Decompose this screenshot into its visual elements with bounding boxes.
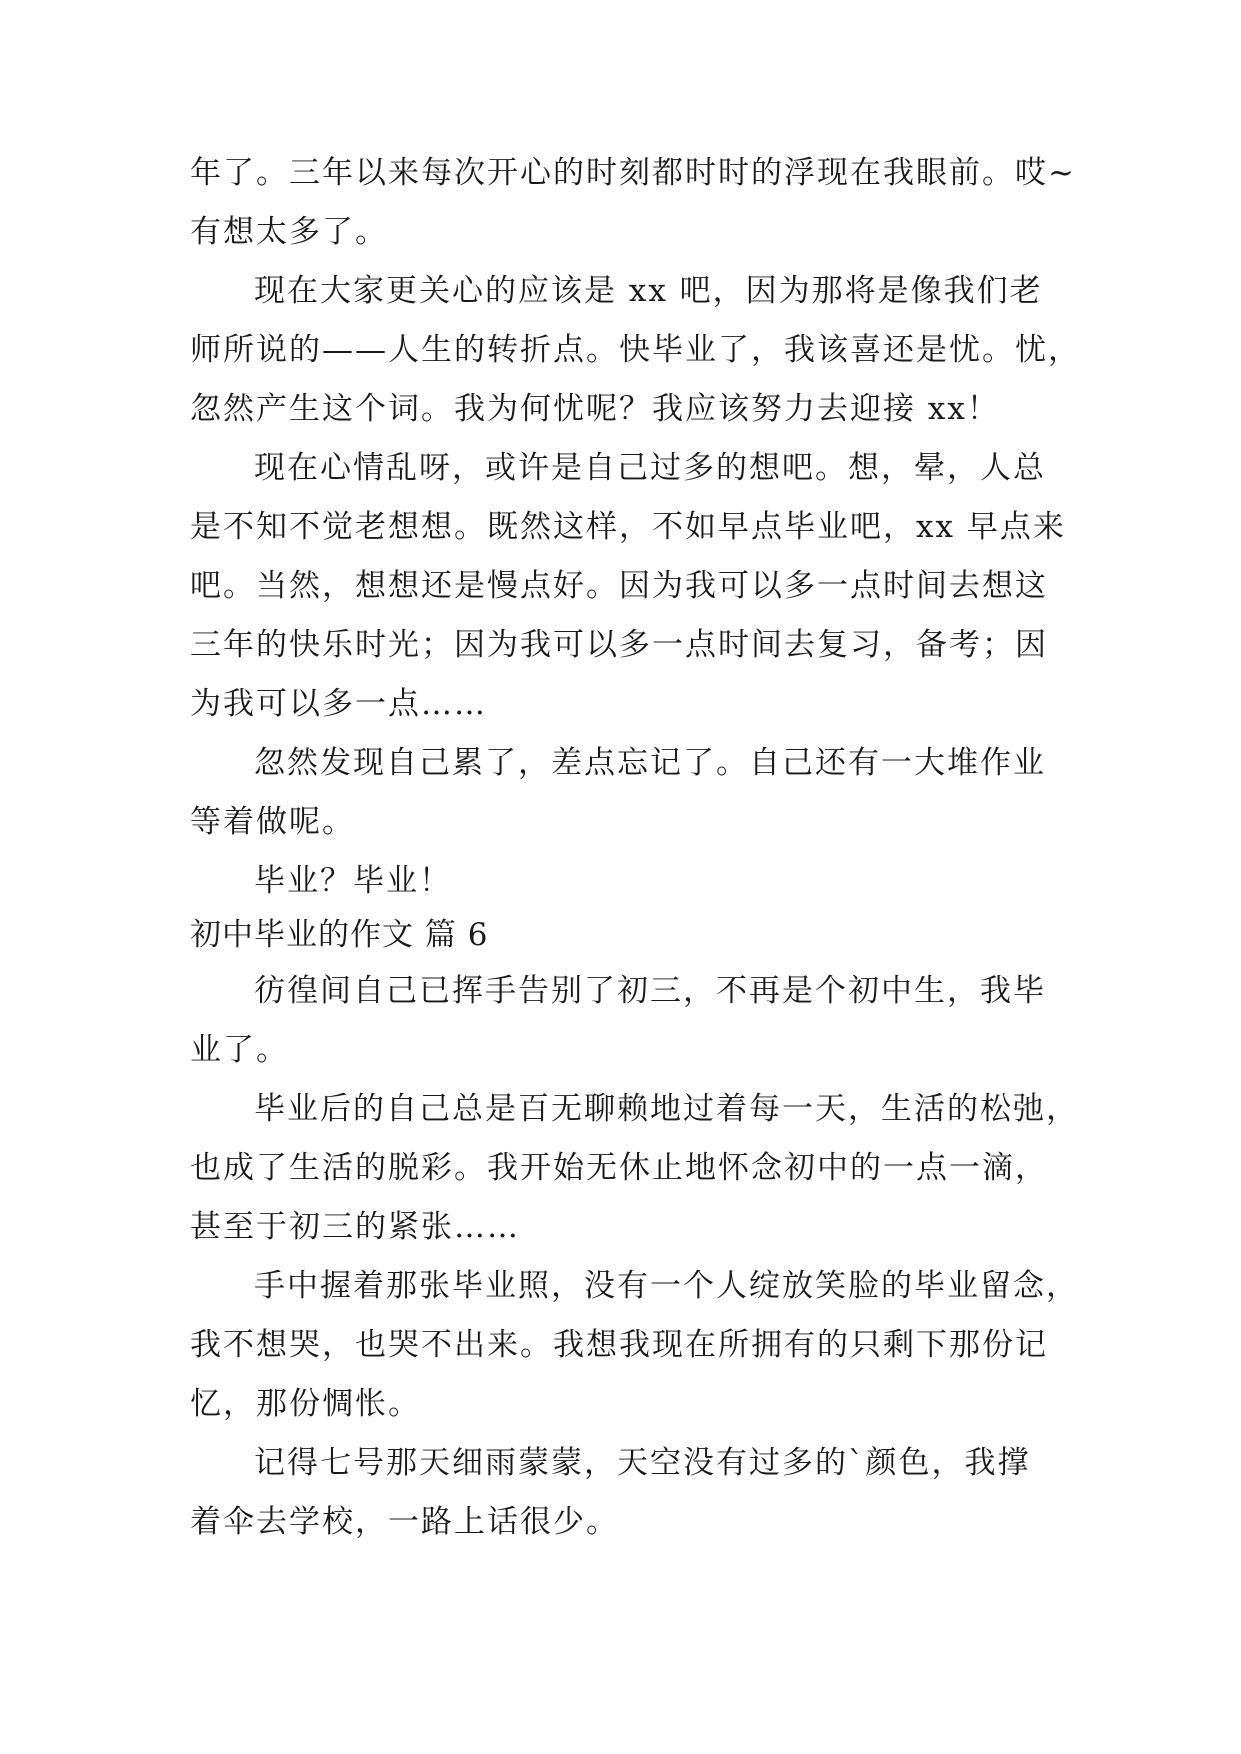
text-line: 业了。 bbox=[190, 1032, 289, 1068]
paragraph-first-line: 毕业？毕业！ bbox=[254, 863, 452, 899]
paragraph-first-line: 现在心情乱呀，或许是自己过多的想吧。想，晕，人总 bbox=[254, 450, 1046, 486]
text-line: 着伞去学校，一路上话很少。 bbox=[190, 1504, 619, 1540]
text-line: 三年的快乐时光；因为我可以多一点时间去复习，备考；因 bbox=[190, 627, 1048, 663]
paragraph-first-line: 记得七号那天细雨蒙蒙，天空没有过多的`颜色，我撑 bbox=[254, 1445, 1031, 1481]
text-line: 等着做呢。 bbox=[190, 804, 355, 840]
text-line: 为我可以多一点…… bbox=[190, 686, 487, 722]
text-line: 师所说的——人生的转折点。快毕业了，我该喜还是忧。忧， bbox=[190, 332, 1081, 368]
text-line: 甚至于初三的紧张…… bbox=[190, 1209, 520, 1245]
text-line: 有想太多了。 bbox=[190, 214, 388, 250]
text-line: 年了。三年以来每次开心的时刻都时时的浮现在我眼前。哎~ bbox=[190, 155, 1076, 191]
paragraph-first-line: 毕业后的自己总是百无聊赖地过着每一天，生活的松弛， bbox=[254, 1091, 1079, 1127]
text-line: 也成了生活的脱彩。我开始无休止地怀念初中的一点一滴， bbox=[190, 1150, 1048, 1186]
text-line: 我不想哭，也哭不出来。我想我现在所拥有的只剩下那份记 bbox=[190, 1327, 1048, 1363]
text-line: 是不知不觉老想想。既然这样，不如早点毕业吧，xx 早点来 bbox=[190, 509, 1066, 545]
paragraph-first-line: 手中握着那张毕业照，没有一个人绽放笑脸的毕业留念， bbox=[254, 1268, 1079, 1304]
section-heading: 初中毕业的作文 篇 6 bbox=[190, 917, 489, 953]
paragraph-first-line: 彷徨间自己已挥手告别了初三，不再是个初中生，我毕 bbox=[254, 973, 1046, 1009]
text-line: 忆，那份惆怅。 bbox=[190, 1386, 421, 1422]
text-line: 吧。当然，想想还是慢点好。因为我可以多一点时间去想这 bbox=[190, 568, 1048, 604]
paragraph-first-line: 忽然发现自己累了，差点忘记了。自己还有一大堆作业 bbox=[254, 745, 1046, 781]
paragraph-first-line: 现在大家更关心的应该是 xx 吧，因为那将是像我们老 bbox=[254, 273, 1043, 309]
text-line: 忽然产生这个词。我为何忧呢？我应该努力去迎接 xx！ bbox=[190, 391, 1000, 427]
